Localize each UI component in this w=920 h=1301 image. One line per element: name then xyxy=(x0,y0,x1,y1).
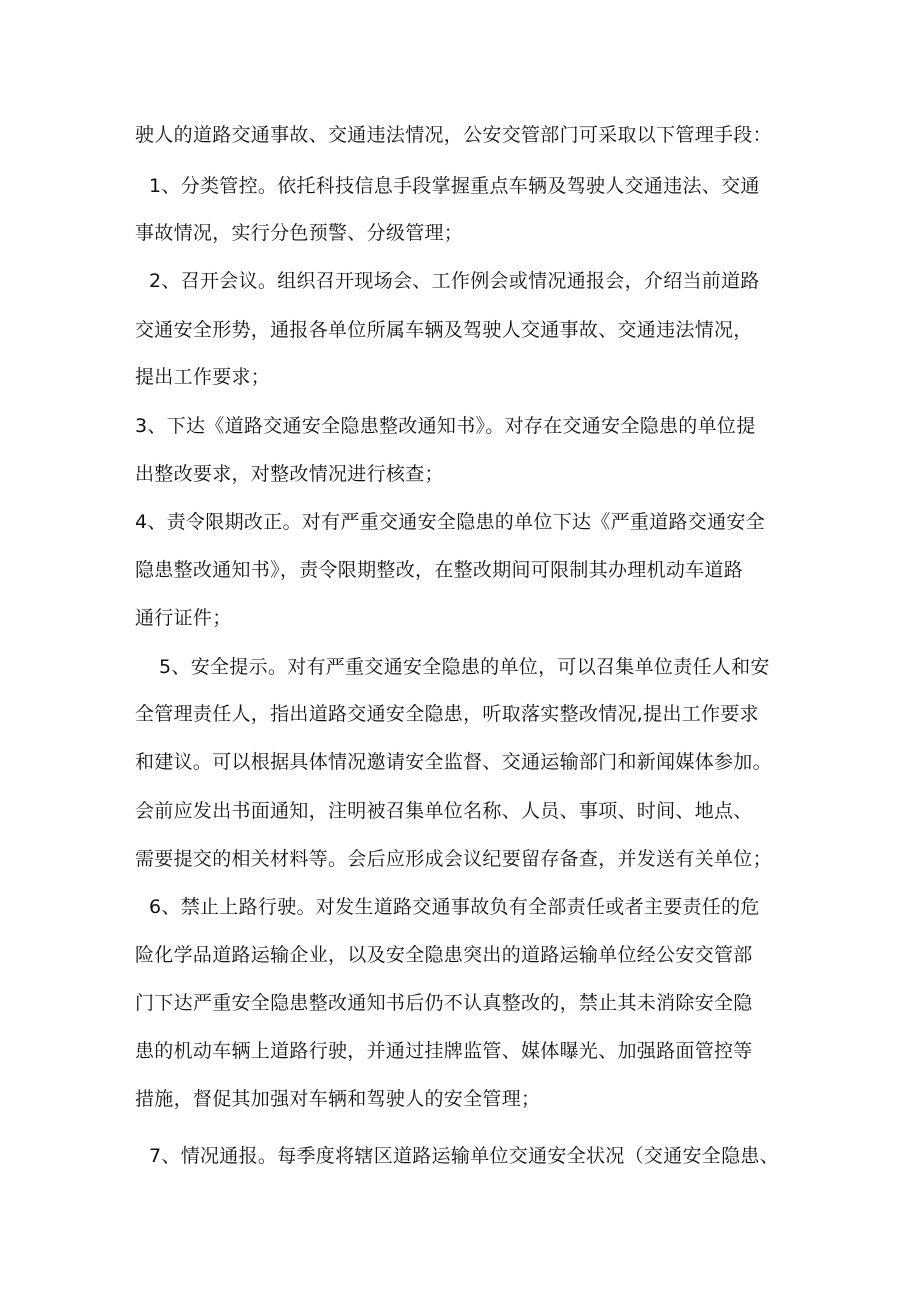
text-line: 6、禁止上路行驶。对发生道路交通事故负有全部责任或者主要责任的危 xyxy=(149,896,760,918)
text-line: 3、下达《道路交通安全隐患整改通知书》。对存在交通安全隐患的单位提 xyxy=(135,415,756,437)
text-line: 措施，督促其加强对车辆和驾驶人的安全管理； xyxy=(135,1088,541,1110)
text-line: 通行证件； xyxy=(135,607,232,629)
text-line: 4、责令限期改正。对有严重交通安全隐患的单位下达《严重道路交通安全 xyxy=(135,511,765,533)
text-line: 7、情况通报。每季度将辖区道路运输单位交通安全状况（交通安全隐患、 xyxy=(149,1145,779,1167)
text-line: 门下达严重安全隐患整改通知书后仍不认真整改的，禁止其未消除安全隐 xyxy=(135,992,753,1014)
text-line: 提出工作要求； xyxy=(135,366,271,388)
text-line: 5、安全提示。对有严重交通安全隐患的单位，可以召集单位责任人和安 xyxy=(159,656,770,678)
text-line: 事故情况，实行分色预警、分级管理； xyxy=(135,222,464,244)
text-line: 出整改要求，对整改情况进行核查； xyxy=(135,463,444,485)
text-line: 和建议。可以根据具体情况邀请安全监督、交通运输部门和新闻媒体参加。 xyxy=(135,751,772,773)
text-line: 险化学品道路运输企业，以及安全隐患突出的道路运输单位经公安交管部 xyxy=(135,944,753,966)
text-line: 驶人的道路交通事故、交通违法情况，公安交管部门可采取以下管理手段： xyxy=(135,124,772,146)
text-line: 患的机动车辆上道路行驶，并通过挂牌监管、媒体曝光、加强路面管控等 xyxy=(135,1040,753,1062)
text-line: 交通安全形势，通报各单位所属车辆及驾驶人交通事故、交通违法情况， xyxy=(135,319,753,341)
text-line: 隐患整改通知书》，责令限期整改，在整改期间可限制其办理机动车道路 xyxy=(135,559,744,581)
text-line: 2、召开会议。组织召开现场会、工作例会或情况通报会，介绍当前道路 xyxy=(149,270,760,292)
text-line: 需要提交的相关材料等。会后应形成会议纪要留存备查，并发送有关单位； xyxy=(135,848,772,870)
text-line: 全管理责任人，指出道路交通安全隐患，听取落实整改情况,提出工作要求 xyxy=(135,703,759,725)
text-line: 会前应发出书面通知，注明被召集单位名称、人员、事项、时间、地点、 xyxy=(135,800,753,822)
text-line: 1、分类管控。依托科技信息手段掌握重点车辆及驾驶人交通违法、交通 xyxy=(149,175,760,197)
